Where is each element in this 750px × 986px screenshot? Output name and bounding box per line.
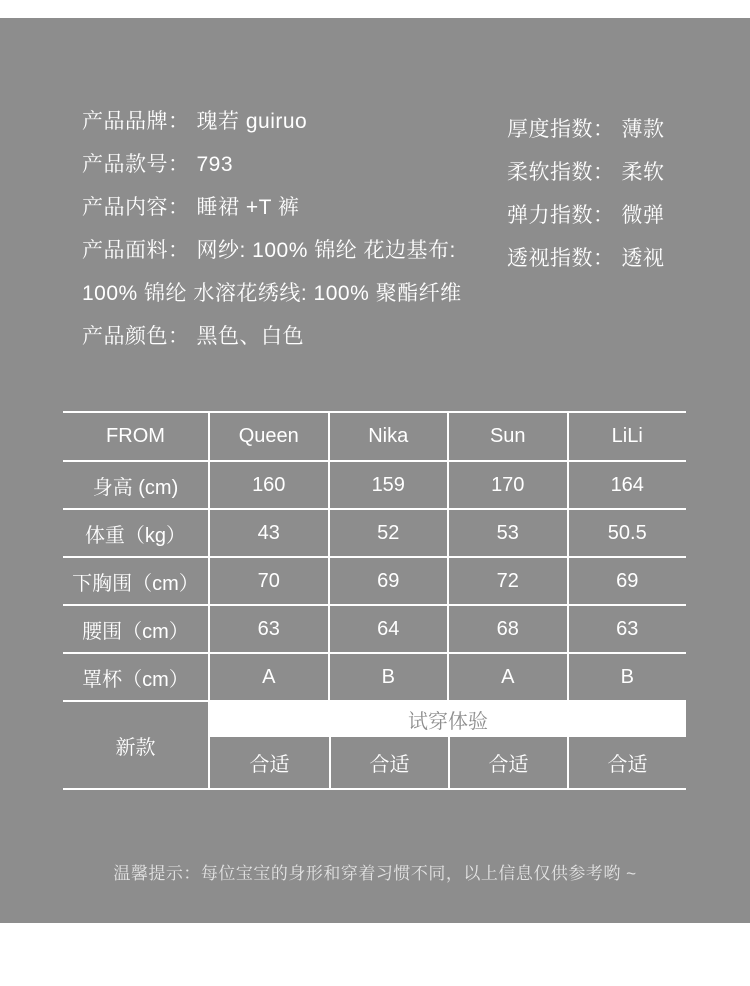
product-model-row <box>82 143 484 186</box>
size-table-header-queen: Queen <box>208 413 328 460</box>
product-model-value: 793 <box>196 153 234 176</box>
product-brand-value: 瑰若 guiruo <box>196 110 308 133</box>
size-table-header-row <box>63 411 686 460</box>
fit-lili: 合适 <box>567 737 686 788</box>
product-info-section <box>82 100 484 358</box>
transparency-index-value: 透视 <box>621 247 665 270</box>
softness-index-value: 柔软 <box>621 161 665 184</box>
underbust-queen: 70 <box>208 558 328 604</box>
size-table-footer <box>63 700 686 790</box>
underbust-nika: 69 <box>328 558 448 604</box>
gray-background-panel <box>0 18 750 923</box>
table-row-waist <box>63 604 686 652</box>
row-label-underbust: 下胸围（cm） <box>72 572 199 595</box>
transparency-index-label: 透视指数： <box>507 247 615 270</box>
fit-sun: 合适 <box>448 737 567 788</box>
elasticity-index-label: 弹力指数： <box>507 204 615 227</box>
table-row-height <box>63 460 686 508</box>
table-row-underbust <box>63 556 686 604</box>
product-color-value: 黑色、白色 <box>196 325 304 348</box>
elasticity-index-row <box>507 194 665 237</box>
weight-sun: 53 <box>447 510 567 556</box>
row-label-height: 身高 (cm) <box>92 476 179 499</box>
cup-nika: B <box>328 654 448 700</box>
elasticity-index-value: 微弹 <box>621 204 665 227</box>
height-lili: 164 <box>567 462 687 508</box>
fit-row <box>210 737 686 788</box>
weight-queen: 43 <box>208 510 328 556</box>
waist-queen: 63 <box>208 606 328 652</box>
weight-lili: 50.5 <box>567 510 687 556</box>
size-table-header-from: FROM <box>106 425 165 447</box>
size-table-header-lili: LiLi <box>567 413 687 460</box>
table-row-cup <box>63 652 686 700</box>
cup-lili: B <box>567 654 687 700</box>
table-row-weight <box>63 508 686 556</box>
notice-text: 温馨提示：每位宝宝的身形和穿着习惯不同，以上信息仅供参考哟 ~ <box>113 864 637 883</box>
cup-queen: A <box>208 654 328 700</box>
thickness-index-row <box>507 108 665 151</box>
height-nika: 159 <box>328 462 448 508</box>
cup-sun: A <box>447 654 567 700</box>
waist-lili: 63 <box>567 606 687 652</box>
row-label-weight: 体重（kg） <box>84 524 187 547</box>
thickness-index-value: 薄款 <box>621 118 665 141</box>
product-color-row <box>82 315 484 358</box>
underbust-sun: 72 <box>447 558 567 604</box>
row-label-waist: 腰围（cm） <box>82 620 189 643</box>
product-fabric-label: 产品面料： <box>82 239 190 262</box>
softness-index-row <box>507 151 665 194</box>
row-label-cup: 罩杯（cm） <box>82 668 189 691</box>
height-queen: 160 <box>208 462 328 508</box>
thickness-index-label: 厚度指数： <box>507 118 615 141</box>
product-model-label: 产品款号： <box>82 153 190 176</box>
height-sun: 170 <box>447 462 567 508</box>
fabric-indices-section <box>507 108 665 280</box>
waist-sun: 68 <box>447 606 567 652</box>
product-fabric-row <box>82 229 484 315</box>
try-on-banner: 试穿体验 <box>210 702 686 737</box>
fit-queen: 合适 <box>249 754 290 776</box>
weight-nika: 52 <box>328 510 448 556</box>
product-brand-row <box>82 100 484 143</box>
product-fabric-value: 网纱: 100% 锦纶 花边基布: 100% 锦纶 水溶花绣线: 100% 聚酯纤维 <box>82 239 462 305</box>
product-content-row <box>82 186 484 229</box>
waist-nika: 64 <box>328 606 448 652</box>
transparency-index-row <box>507 237 665 280</box>
product-color-label: 产品颜色： <box>82 325 190 348</box>
softness-index-label: 柔软指数： <box>507 161 615 184</box>
new-style-label: 新款 <box>115 736 156 759</box>
fit-nika: 合适 <box>329 737 448 788</box>
product-content-value: 睡裙 +T 裤 <box>196 196 300 219</box>
size-table-header-sun: Sun <box>447 413 567 460</box>
underbust-lili: 69 <box>567 558 687 604</box>
try-on-section <box>208 702 686 788</box>
product-content-label: 产品内容： <box>82 196 190 219</box>
product-brand-label: 产品品牌： <box>82 110 190 133</box>
size-table-header-nika: Nika <box>328 413 448 460</box>
size-table <box>63 411 686 790</box>
